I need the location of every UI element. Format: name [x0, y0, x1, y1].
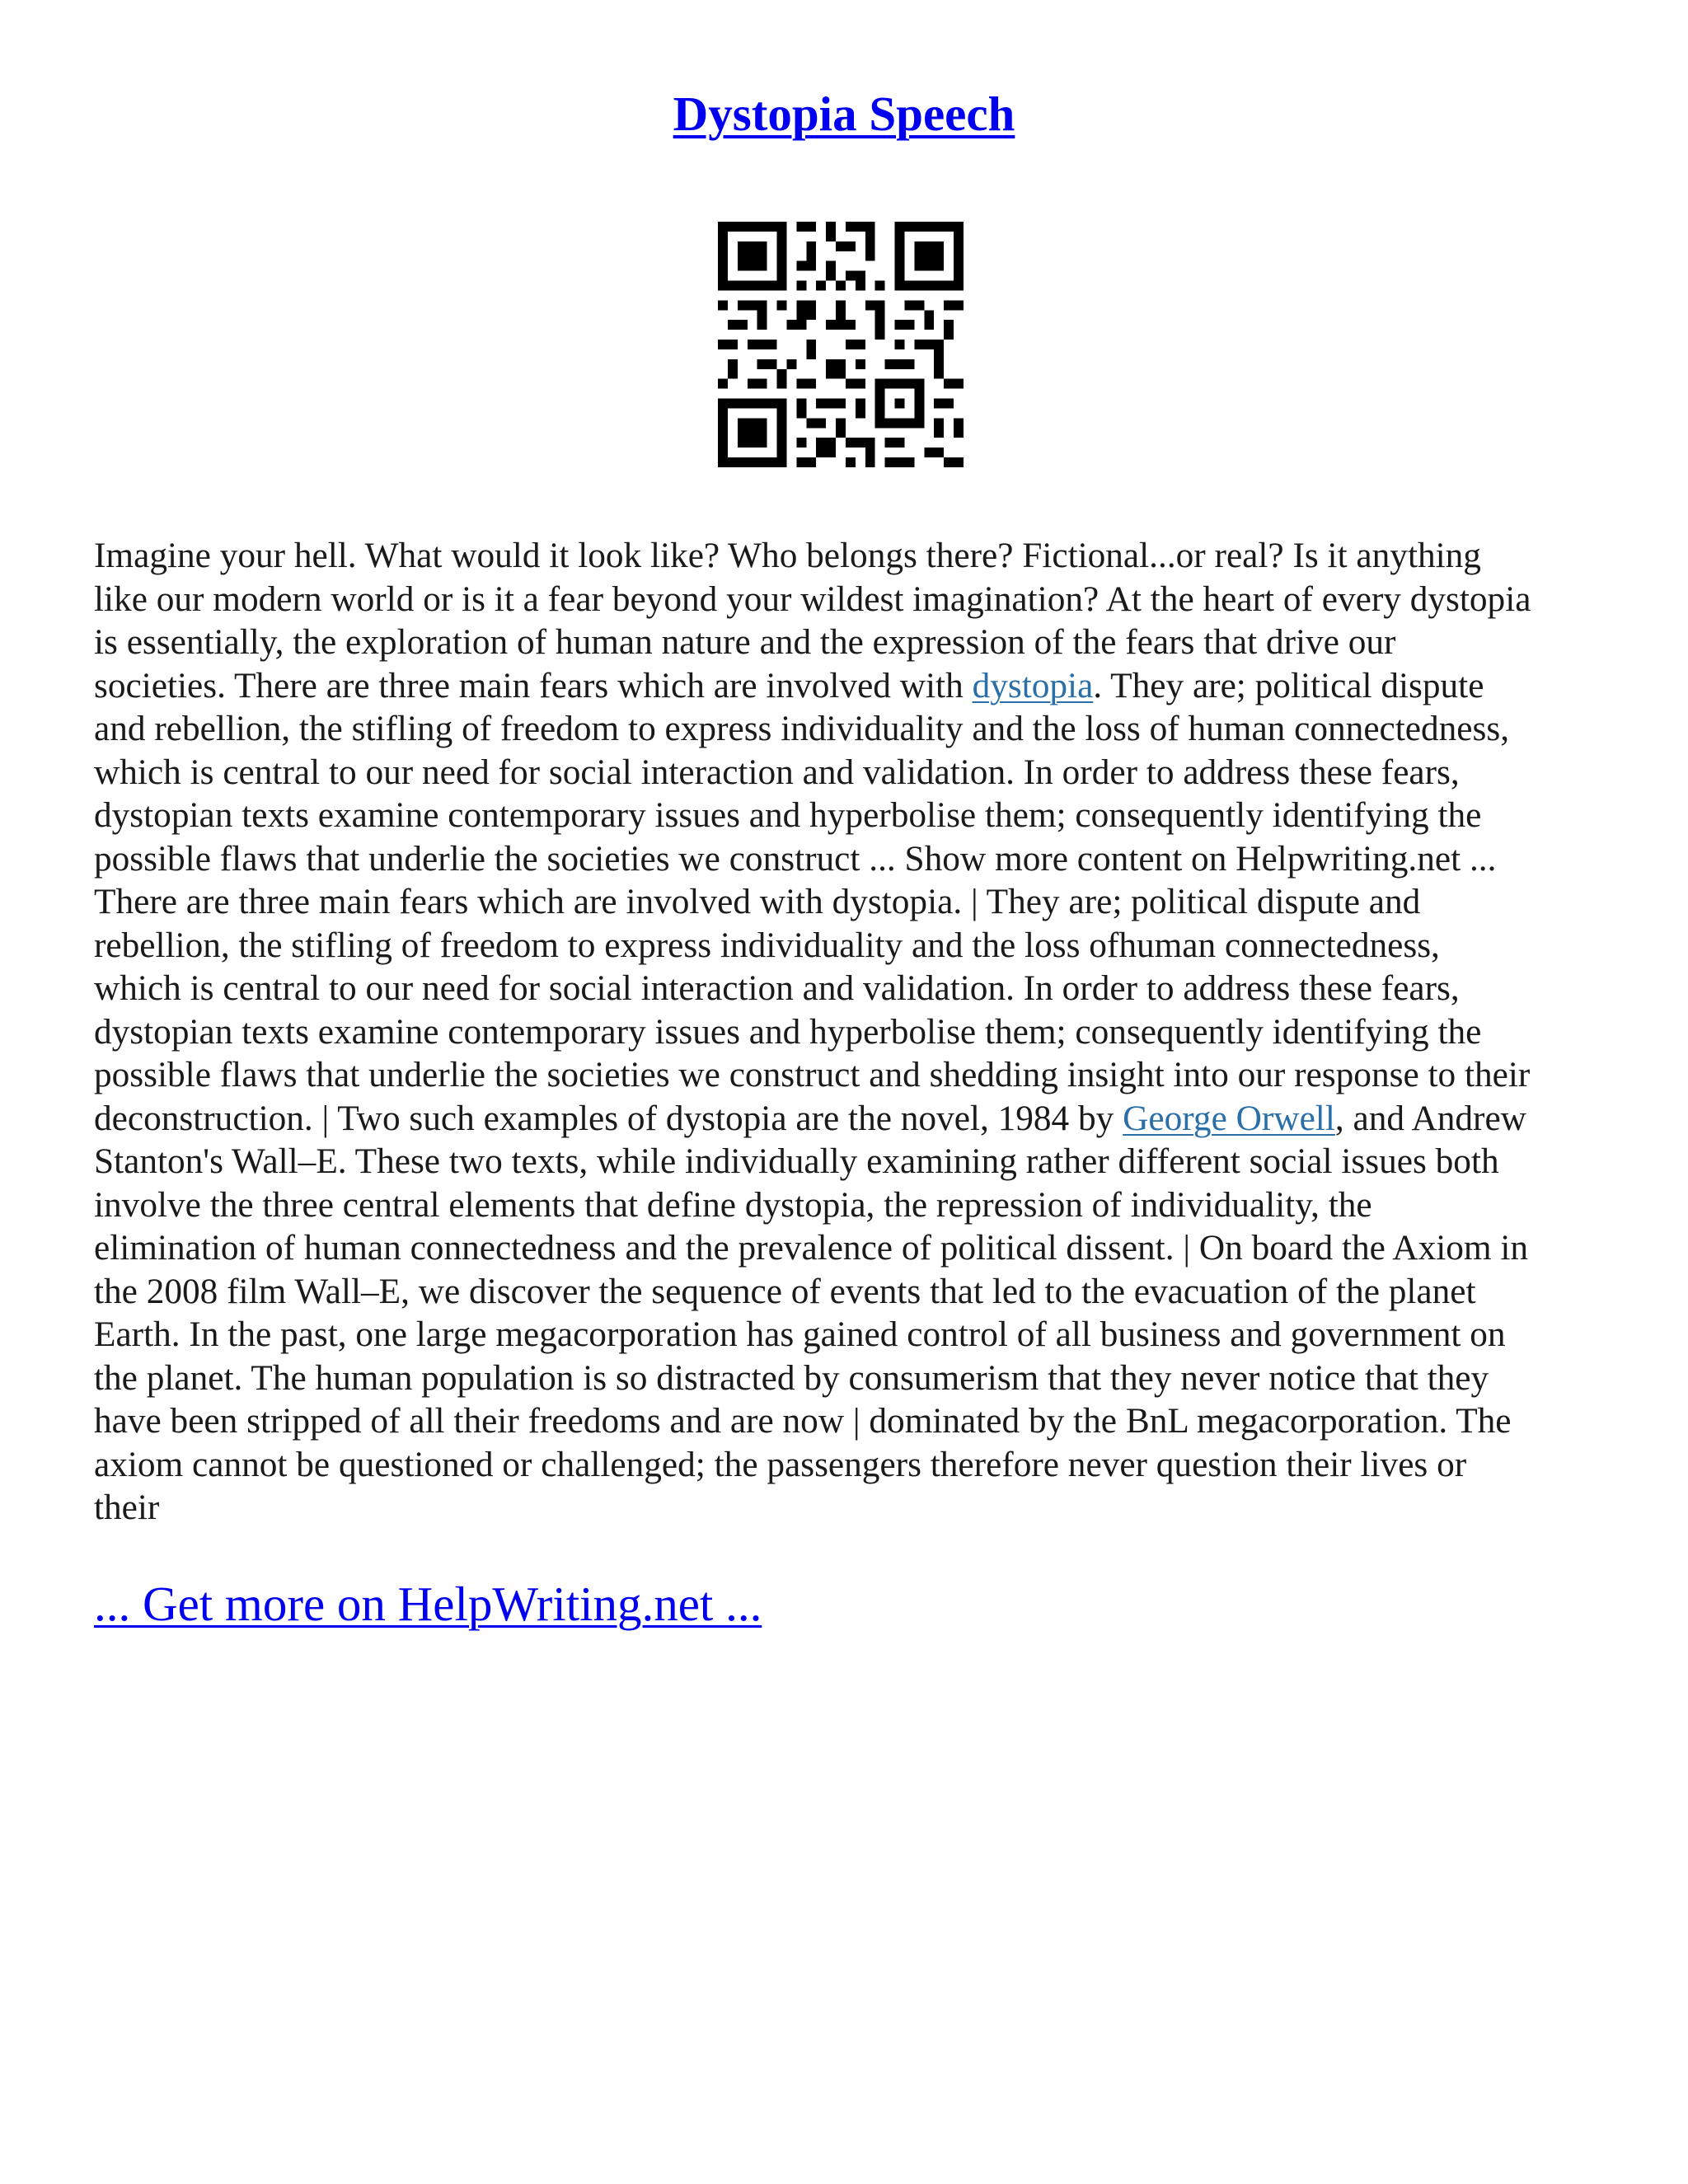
- body-line: possible flaws that underlie the societies we construct and shedding insight into our response to their: [94, 1055, 1531, 1094]
- body-line: Imagine your hell. What would it look like? Who belongs there? Fictional...or real? Is it anything: [94, 536, 1481, 575]
- page-title-link[interactable]: Dystopia Speech: [673, 87, 1015, 141]
- body-text-segment: , and Andrew: [1334, 1098, 1526, 1138]
- body-text-segment: . They are; political dispute: [1093, 665, 1484, 705]
- body-line: involve the three central elements that define dystopia, the repression of individuality, the: [94, 1184, 1372, 1225]
- body-line: have been stripped of all their freedoms and are now | dominated by the BnL megacorporation. The: [94, 1401, 1512, 1441]
- body-line: which is central to our need for social interaction and validation. In order to address these fears,: [94, 968, 1460, 1008]
- body-line: Earth. In the past, one large megacorporation has gained control of all business and government on: [94, 1315, 1506, 1354]
- body-text-segment: deconstruction. | Two such examples of dystopia are the novel, 1984 by: [94, 1098, 1123, 1138]
- body-line: There are three main fears which are involved with dystopia. | They are; political dispute and: [94, 882, 1421, 921]
- get-more-link[interactable]: ... Get more on HelpWriting.net ...: [94, 1577, 762, 1631]
- body-text-segment: societies. There are three main fears which are involved with: [94, 665, 973, 705]
- body-line: elimination of human connectedness and the prevalence of political dissent. | On board the Axiom in: [94, 1228, 1529, 1268]
- qr-code-graphic: [718, 222, 964, 467]
- body-line: dystopian texts examine contemporary issues and hyperbolise them; consequently identifying the: [94, 795, 1482, 835]
- article-body: [94, 534, 1602, 1530]
- dystopia-link[interactable]: dystopia: [972, 665, 1094, 705]
- george-orwell-link[interactable]: George Orwell: [1123, 1098, 1335, 1138]
- title-container: [0, 86, 1688, 143]
- body-line: axiom cannot be questioned or challenged; the passengers therefore never question their lives or: [94, 1444, 1467, 1484]
- body-line: and rebellion, the stifling of freedom to express individuality and the loss of human connectedness,: [94, 709, 1510, 748]
- qr-code-icon: [718, 222, 964, 467]
- body-line: [94, 1097, 1602, 1141]
- body-line: which is central to our need for social interaction and validation. In order to address these fears,: [94, 752, 1460, 792]
- body-line: Stanton's Wall–E. These two texts, while individually examining rather different social issues both: [94, 1141, 1499, 1181]
- body-line: the 2008 film Wall–E, we discover the sequence of events that led to the evacuation of the planet: [94, 1271, 1476, 1311]
- body-line: dystopian texts examine contemporary issues and hyperbolise them; consequently identifying the: [94, 1011, 1482, 1052]
- body-line: their: [94, 1488, 160, 1527]
- body-line: the planet. The human population is so distracted by consumerism that they never notice that they: [94, 1357, 1489, 1398]
- body-line: [94, 664, 1602, 708]
- body-line: possible flaws that underlie the societies we construct ... Show more content on Helpwriting.net ...: [94, 838, 1497, 879]
- body-line: rebellion, the stifling of freedom to express individuality and the loss ofhuman connectedness,: [94, 925, 1440, 965]
- body-line: like our modern world or is it a fear beyond your wildest imagination? At the heart of every dystopia: [94, 579, 1531, 619]
- body-line: is essentially, the exploration of human nature and the expression of the fears that drive our: [94, 622, 1396, 662]
